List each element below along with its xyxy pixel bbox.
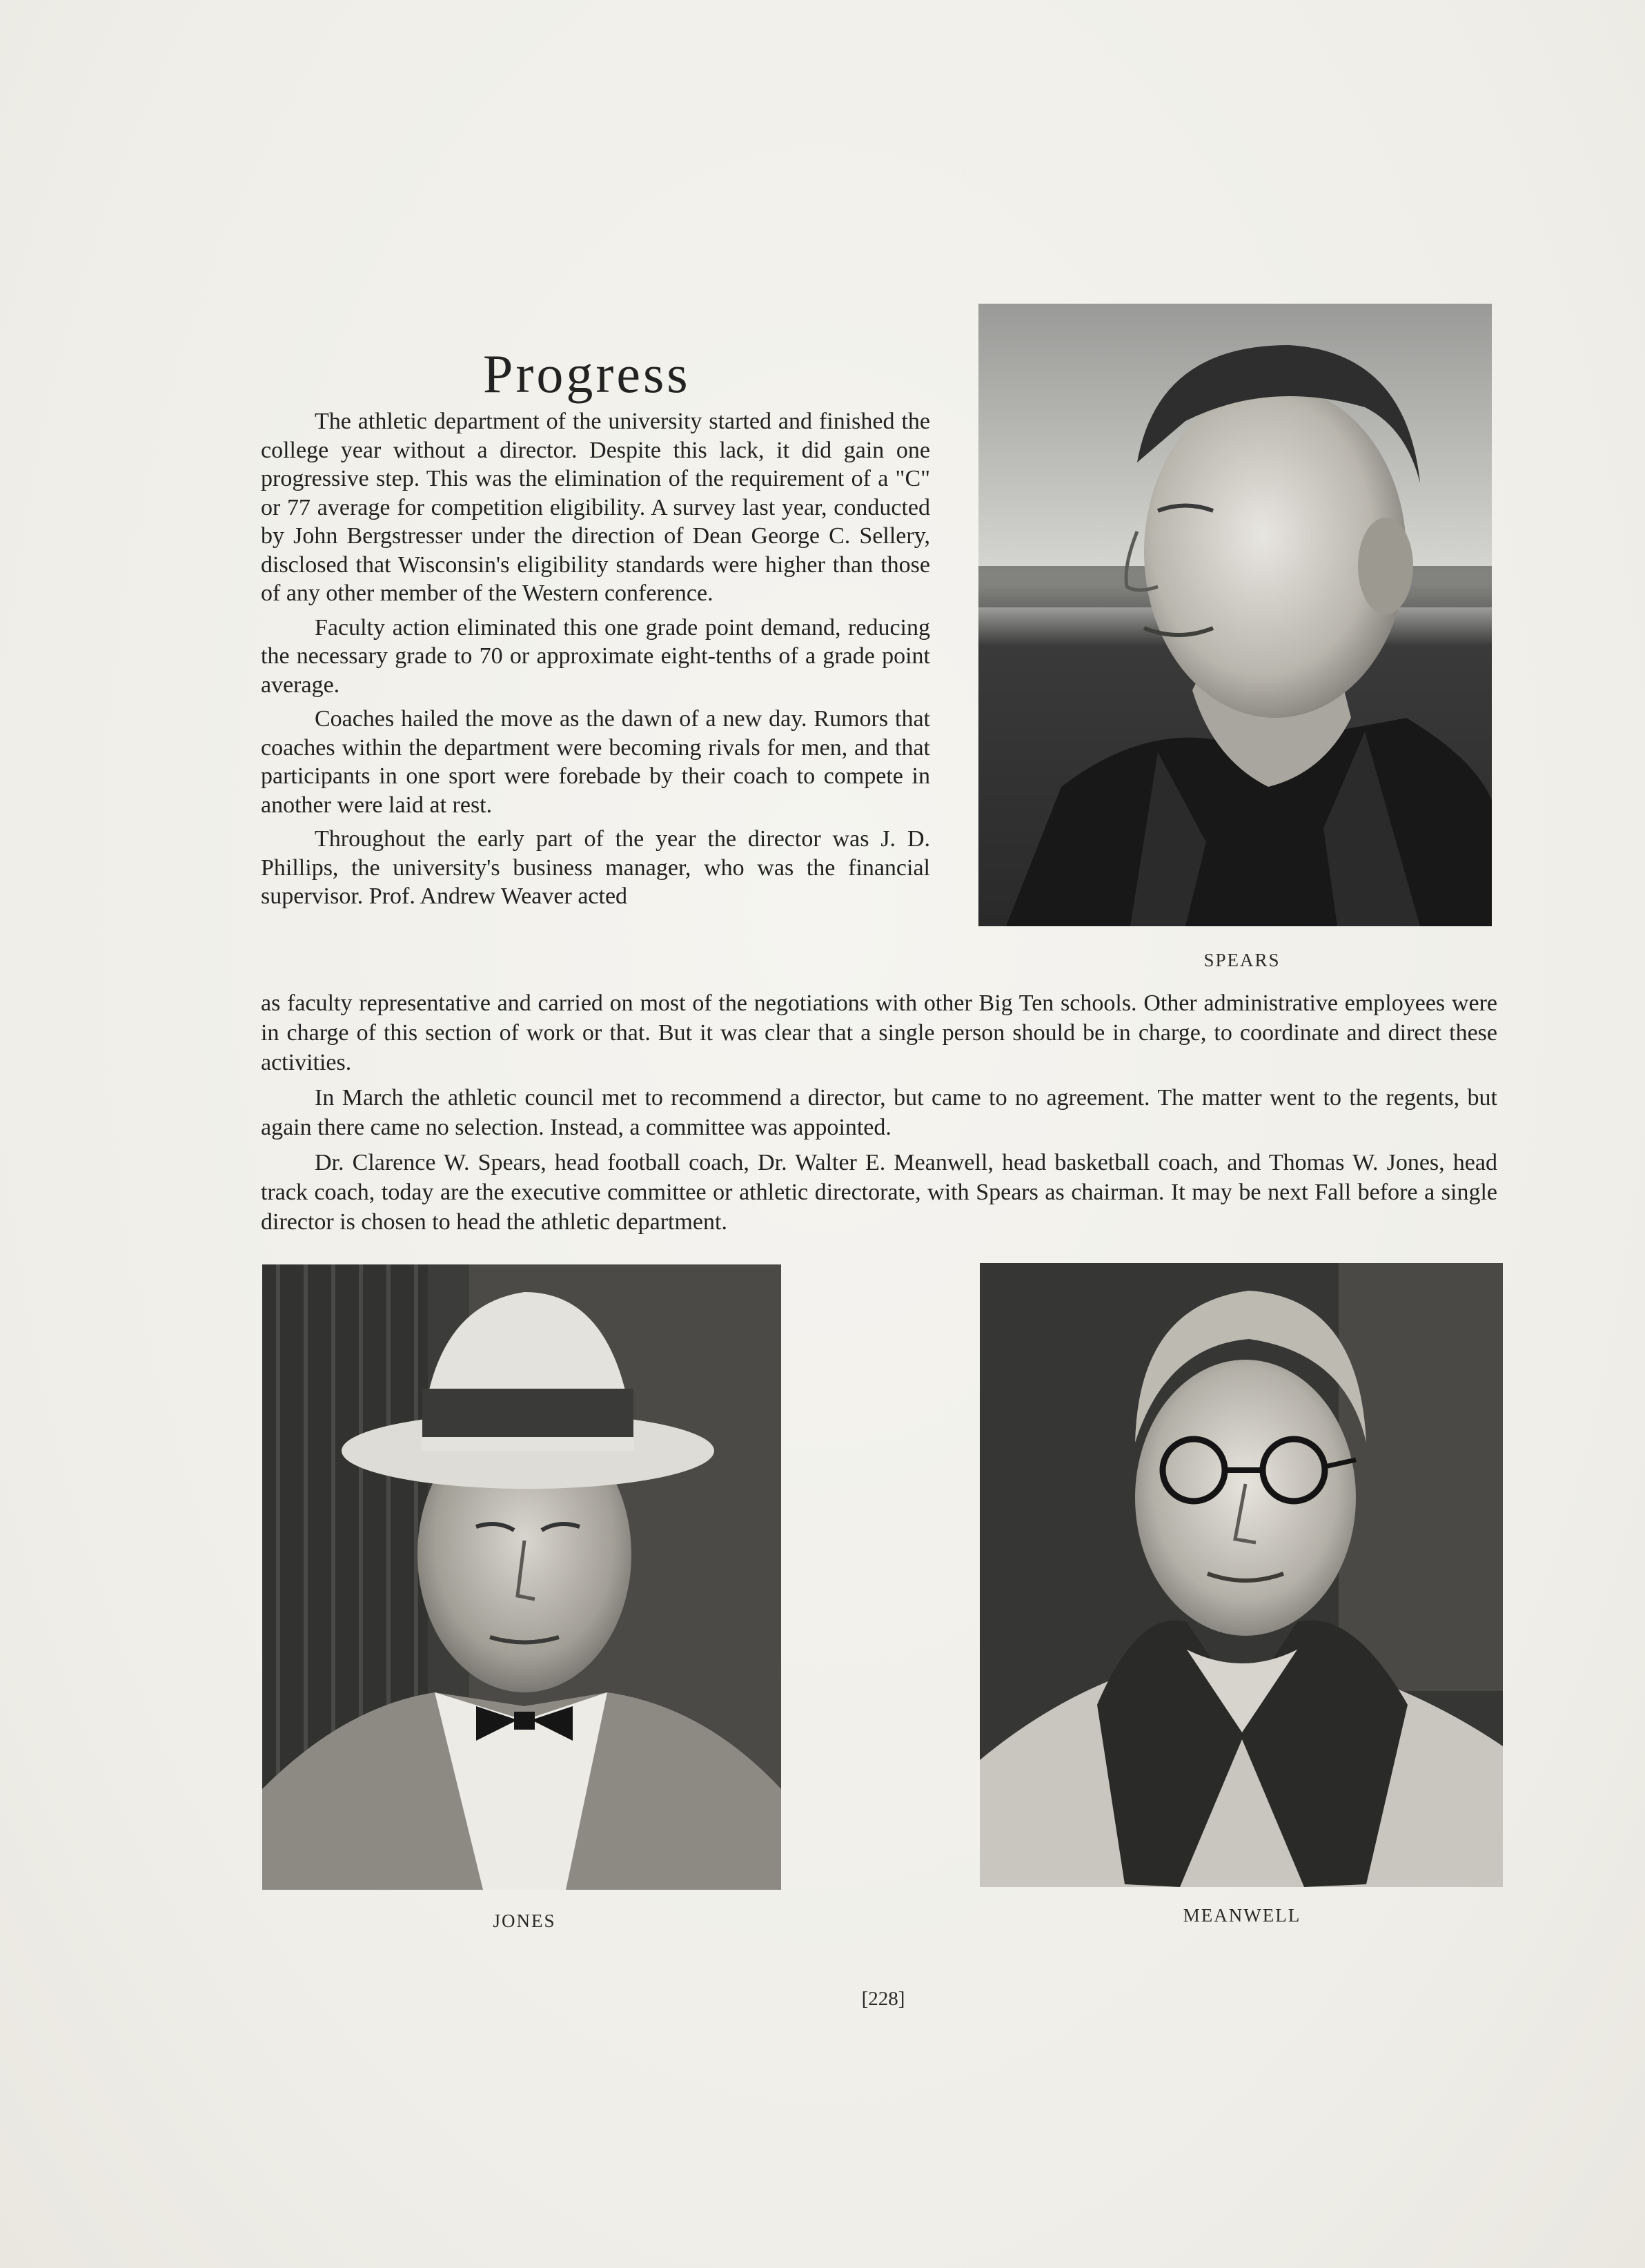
caption-spears: SPEARS bbox=[1203, 950, 1281, 970]
paragraph-director: Throughout the early part of the year the director was J. D. Phillips, the university's business manager, who was the financial supervisor. Prof. Andrew Weaver acted bbox=[261, 826, 930, 909]
spears-portrait-image bbox=[978, 304, 1492, 926]
paragraph-continuation: as faculty representative and carried on most of the negotiations with other Big Ten schools. Other administrative employees were in charge of this section of work or that. But it was clear that a single person should be in charge, to coordinate and direct these activities. bbox=[261, 990, 1497, 1075]
photo-meanwell bbox=[980, 1263, 1503, 1887]
photo-jones bbox=[262, 1264, 781, 1890]
caption-meanwell: MEANWELL bbox=[1183, 1905, 1301, 1926]
paragraph-committee: Dr. Clarence W. Spears, head football coach, Dr. Walter E. Meanwell, head basketball coach, and Thomas W. Jones, head track coach, today are the executive committee or athletic directorate, with Spears as chairman. It may be next Fall before a single director is chosen to head the athletic department. bbox=[261, 1150, 1497, 1235]
article-text-wide bbox=[261, 988, 1497, 1237]
paragraph-eligibility: The athletic department of the university started and finished the college year without a director. Despite this lack, it did gain one progressive step. This was the elimination of the requirement of a "C" or 77 average for competition eligibility. A survey last year, conducted by John Bergstresser under the direction of Dean George C. Sellery, disclosed that Wisconsin's eligibility standards were higher than those of any other member of the Western conference. bbox=[261, 409, 930, 606]
paragraph-coaches: Coaches hailed the move as the dawn of a new day. Rumors that coaches within the department were becoming rivals for men, and that participants in one sport were forebade by their coach to compete in another were laid at rest. bbox=[261, 706, 930, 818]
photo-spears bbox=[978, 304, 1492, 926]
meanwell-portrait-image bbox=[980, 1263, 1503, 1887]
article-text-top bbox=[261, 407, 930, 911]
caption-jones: JONES bbox=[493, 1910, 556, 1931]
paragraph-march: In March the athletic council met to recommend a director, but came to no agreement. The matter went to the regents, but again there came no selection. Instead, a committee was appointed. bbox=[261, 1085, 1497, 1140]
paragraph-faculty-action: Faculty action eliminated this one grade point demand, reducing the necessary grade to 70 or approximate eight-tenths of a grade point average. bbox=[261, 614, 930, 698]
page-title: Progress bbox=[483, 344, 691, 404]
page-number: [228] bbox=[861, 1988, 905, 2010]
jones-portrait-image bbox=[262, 1264, 781, 1890]
